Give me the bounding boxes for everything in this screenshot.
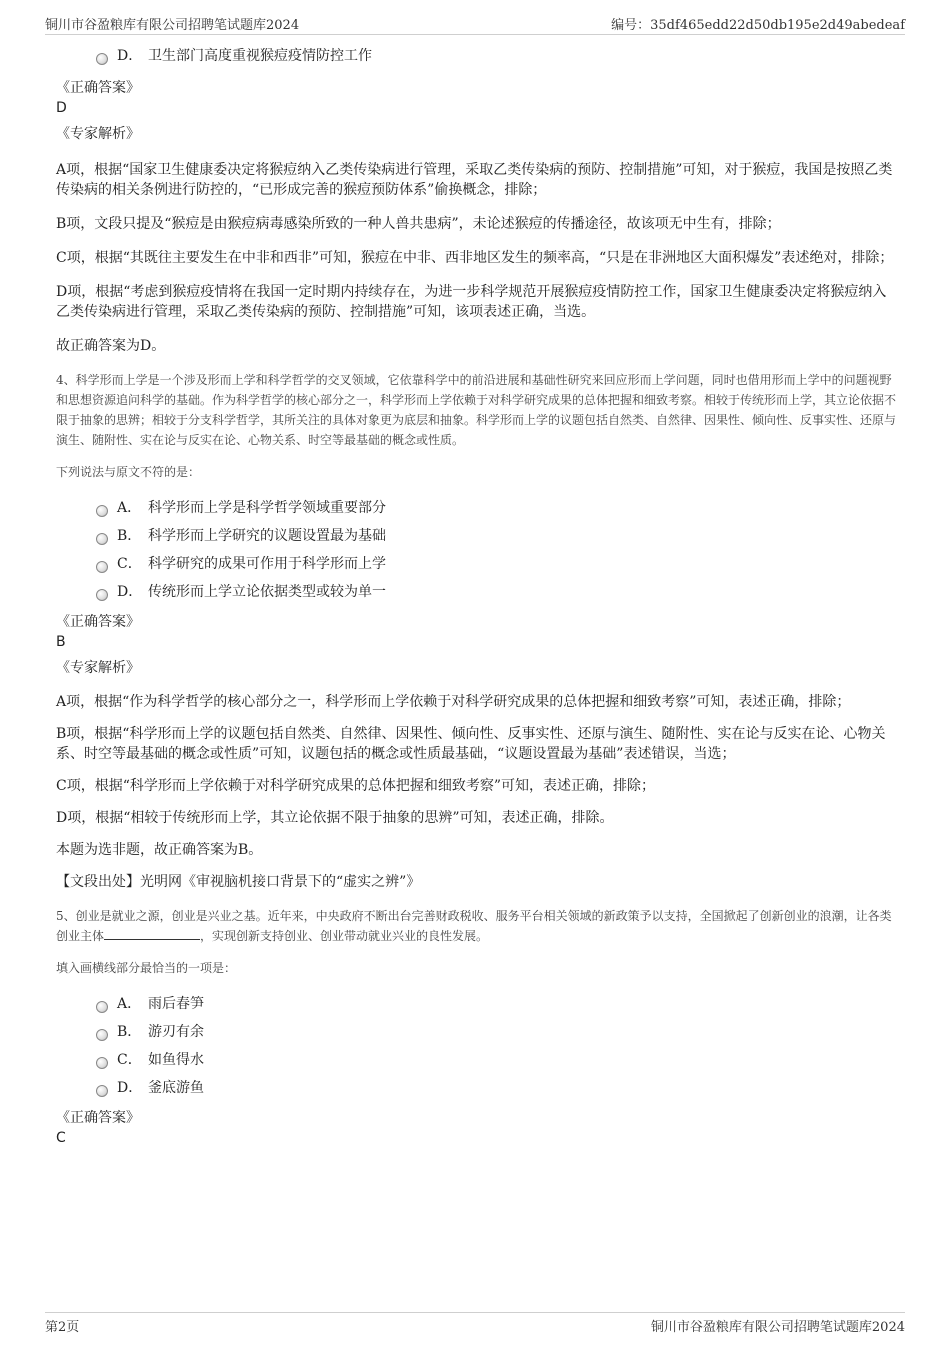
q4-analysis-c: C项，根据“科学形而上学依赖于对科学研究成果的总体把握和细致考察”可知，表述正确，排除； bbox=[56, 778, 656, 794]
q3-conclusion: 故正确答案为D。 bbox=[56, 338, 166, 354]
option-letter: A． bbox=[117, 996, 142, 1012]
q4-option-c[interactable] bbox=[56, 552, 896, 580]
q3-analysis-b: B项，文段只提及“猴痘是由猴痘病毒感染所致的一种人兽共患病”，未论述猴痘的传播途径，故该项无中生有，排除； bbox=[56, 216, 781, 232]
option-letter: A． bbox=[117, 500, 142, 516]
q4-answer: B bbox=[56, 634, 66, 650]
q4-analysis-a: A项，根据“作为科学哲学的核心部分之一，科学形而上学依赖于对科学研究成果的总体把握和细致考察”可知，表述正确，排除； bbox=[56, 694, 851, 710]
option-letter: B． bbox=[117, 528, 142, 544]
analysis-label: 《专家解析》 bbox=[56, 126, 140, 142]
option-text: 釜底游鱼 bbox=[148, 1080, 204, 1096]
footer-page-number: 第2页 bbox=[45, 1320, 80, 1335]
q4-source: 【文段出处】光明网《审视脑机接口背景下的“虚实之辨”》 bbox=[56, 874, 421, 890]
q5-answer: C bbox=[56, 1130, 66, 1146]
radio-icon[interactable] bbox=[96, 1057, 108, 1069]
option-text: 游刃有余 bbox=[148, 1024, 204, 1040]
page-footer bbox=[45, 1312, 905, 1335]
radio-icon[interactable] bbox=[96, 505, 108, 517]
q3-analysis-a: A项，根据“国家卫生健康委决定将猴痘纳入乙类传染病进行管理，采取乙类传染病的预防、控制措施”可知，对于猴痘，我国是按照乙类传染病的相关条例进行防控的，“已形成完善的猴痘预防体系”偷换概念，排除； bbox=[56, 162, 893, 198]
option-letter: C． bbox=[117, 556, 142, 572]
q3-analysis-c: C项，根据“其既往主要发生在中非和西非”可知，猴痘在中非、西非地区发生的频率高，“只是在非洲地区大面积爆发”表述绝对，排除； bbox=[56, 250, 894, 266]
q4-stem: 4、科学形而上学是一个涉及形而上学和科学哲学的交叉领域，它依靠科学中的前沿进展和基础性研究来回应形而上学问题，同时也借用形而上学中的问题视野和思想资源追问科学的基础。作为科学哲学的核心部分之一，科学形而上学依赖于对科学研究成果的总体把握和细致考察。相较于传统形而上学，其立论依据不限于抽象的思辨；相较于分支科学哲学，其所关注的具体对象更为底层和抽象。科学形而上学的议题包括自然类、自然律、因果性、倾向性、反事实性、还原与演生、随附性、实在论与反实在论、心物关系、时空等最基础的概念或性质。 bbox=[56, 373, 897, 447]
option-letter: B． bbox=[117, 1024, 142, 1040]
q5-stem-after: ，实现创新支持创业、创业带动就业兴业的良性发展。 bbox=[200, 929, 489, 943]
footer-title: 铜川市谷盈粮库有限公司招聘笔试题库2024 bbox=[650, 1320, 905, 1335]
radio-icon[interactable] bbox=[96, 1029, 108, 1041]
q4-option-b[interactable] bbox=[56, 524, 896, 552]
q3-option-d[interactable] bbox=[56, 44, 896, 72]
page-content bbox=[56, 44, 896, 1154]
option-text: 雨后春笋 bbox=[148, 996, 204, 1012]
q4-ask: 下列说法与原文不符的是： bbox=[56, 465, 201, 479]
q4-conclusion: 本题为选非题，故正确答案为B。 bbox=[56, 842, 263, 858]
option-letter: D． bbox=[117, 1080, 143, 1096]
q3-analysis-d: D项，根据“考虑到猴痘疫情将在我国一定时期内持续存在，为进一步科学规范开展猴痘疫情防控工作，国家卫生健康委决定将猴痘纳入乙类传染病进行管理，采取乙类传染病的预防、控制措施”可知，该项表述正确，当选。 bbox=[56, 284, 887, 320]
option-text: 科学形而上学是科学哲学领域重要部分 bbox=[148, 500, 386, 516]
option-text: 传统形而上学立论依据类型或较为单一 bbox=[148, 584, 386, 600]
q5-option-a[interactable] bbox=[56, 992, 896, 1020]
q5-stem-before: 5、创业是就业之源，创业是兴业之基。近年来，中央政府不断出台完善财政税收、服务平台相关领域的新政策予以支持，全国掀起了创新创业的浪潮，让各类创业主体 bbox=[56, 909, 892, 943]
answer-label: 《正确答案》 bbox=[56, 1110, 140, 1126]
q5-option-d[interactable] bbox=[56, 1076, 896, 1104]
fill-blank-line bbox=[104, 927, 200, 940]
q5-ask: 填入画横线部分最恰当的一项是： bbox=[56, 961, 237, 975]
q4-option-a[interactable] bbox=[56, 496, 896, 524]
option-text: 科学形而上学研究的议题设置最为基础 bbox=[148, 528, 386, 544]
header-title: 铜川市谷盈粮库有限公司招聘笔试题库2024 bbox=[45, 18, 300, 33]
option-text: 如鱼得水 bbox=[148, 1052, 204, 1068]
radio-icon[interactable] bbox=[96, 53, 108, 65]
q4-option-d[interactable] bbox=[56, 580, 896, 608]
q5-option-c[interactable] bbox=[56, 1048, 896, 1076]
radio-icon[interactable] bbox=[96, 533, 108, 545]
q5-option-b[interactable] bbox=[56, 1020, 896, 1048]
option-text: 科学研究的成果可作用于科学形而上学 bbox=[148, 556, 386, 572]
radio-icon[interactable] bbox=[96, 589, 108, 601]
q5-stem bbox=[56, 906, 896, 946]
page-header bbox=[45, 14, 905, 35]
q3-answer: D bbox=[56, 100, 67, 116]
answer-label: 《正确答案》 bbox=[56, 80, 140, 96]
header-code: 编号：35df465edd22d50db195e2d49abedeaf bbox=[611, 18, 905, 33]
option-letter: C． bbox=[117, 1052, 142, 1068]
q4-analysis-b: B项，根据“科学形而上学的议题包括自然类、自然律、因果性、倾向性、反事实性、还原与演生、随附性、实在论与反实在论、心物关系、时空等最基础的概念或性质”可知，议题包括的概念或性质最基础，“议题设置最为基础”表述错误，当选； bbox=[56, 726, 886, 762]
analysis-label: 《专家解析》 bbox=[56, 660, 140, 676]
option-letter: D． bbox=[117, 48, 143, 64]
option-text: 卫生部门高度重视猴痘疫情防控工作 bbox=[148, 48, 372, 64]
radio-icon[interactable] bbox=[96, 1085, 108, 1097]
answer-label: 《正确答案》 bbox=[56, 614, 140, 630]
radio-icon[interactable] bbox=[96, 1001, 108, 1013]
radio-icon[interactable] bbox=[96, 561, 108, 573]
q4-analysis-d: D项，根据“相较于传统形而上学，其立论依据不限于抽象的思辨”可知，表述正确，排除。 bbox=[56, 810, 614, 826]
option-letter: D． bbox=[117, 584, 143, 600]
